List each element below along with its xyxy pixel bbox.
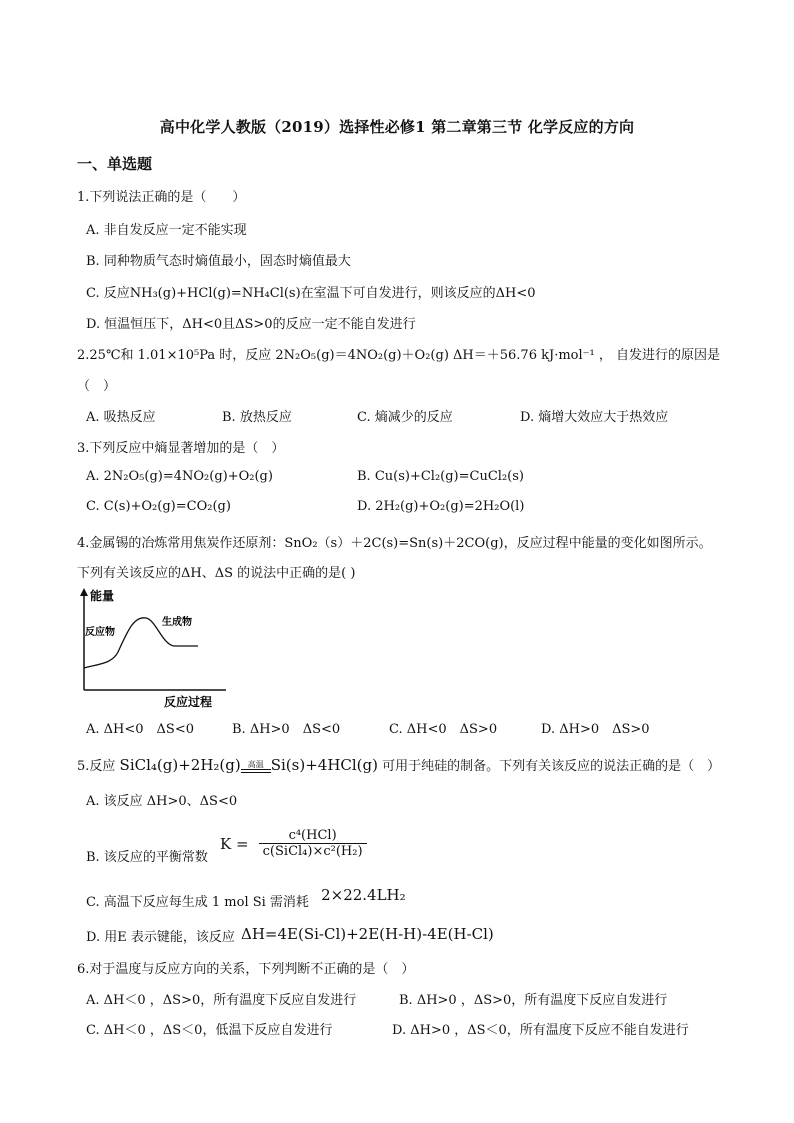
question-5-option-c — [86, 886, 406, 910]
question-6-stem: 6.对于温度与反应方向的关系，下列判断不正确的是（ ） — [77, 962, 415, 977]
y-axis-label: 能量 — [90, 589, 115, 603]
question-3-option-c: C. C(s)+O₂(g)=CO₂(g) — [86, 499, 231, 514]
bond-energy-equation: ΔH=4E(Si-Cl)+2E(H-H)-4E(H-Cl) — [241, 925, 494, 943]
question-3-stem: 3.下列反应中熵显著增加的是（ ） — [77, 441, 285, 456]
reaction-condition: 高温 — [247, 760, 264, 769]
question-5-option-b — [86, 822, 367, 865]
question-2-option-d: D. 熵增大效应大于热效应 — [520, 410, 669, 425]
question-2-stem-cont: （ ） — [77, 379, 117, 394]
question-5-equation-left: SiCl₄(g)+2H₂(g) — [119, 756, 241, 774]
question-2-option-a: A. 吸热反应 — [86, 410, 156, 425]
question-5-suffix: 可用于纯硅的制备。下列有关该反应的说法正确的是（ ） — [382, 759, 721, 774]
question-5-option-d-prefix: D. 用E 表示键能，该反应 — [86, 930, 235, 945]
section-heading: 一、单选题 — [77, 155, 153, 173]
question-2-stem: 2.25℃和 1.01×10⁵Pa 时，反应 2N₂O₅(g)＝4NO₂(g)＋O₂(g) ΔH＝＋56.76 kJ·mol⁻¹ ， 自发进行的原因是 — [77, 348, 720, 363]
x-axis-label: 反应过程 — [164, 695, 213, 709]
question-2-option-c: C. 熵减少的反应 — [357, 410, 453, 425]
hydrogen-volume: 2×22.4LH₂ — [321, 886, 406, 904]
question-4-option-a: A. ΔH<0 ΔS<0 — [86, 722, 194, 737]
fraction-denominator: c(SiCl₄)×c²(H₂) — [262, 844, 363, 859]
question-4-option-d: D. ΔH>0 ΔS>0 — [541, 722, 650, 737]
question-4-option-c: C. ΔH<0 ΔS>0 — [389, 722, 498, 737]
question-6-option-a: A. ΔH＜0 ，ΔS>0，所有温度下反应自发进行 — [86, 993, 357, 1008]
question-5-option-d — [86, 926, 494, 945]
document-title: 高中化学人教版（2019）选择性必修1 第二章第三节 化学反应的方向 — [159, 118, 635, 136]
question-5-option-c-prefix: C. 高温下反应每生成 1 mol Si 需消耗 — [86, 895, 309, 910]
equilibrium-double-line — [241, 769, 271, 773]
product-label: 生成物 — [162, 617, 192, 628]
question-2-option-b: B. 放热反应 — [222, 410, 292, 425]
fraction-numerator: c⁴(HCl) — [259, 828, 367, 844]
question-1-option-c: C. 反应NH₃(g)+HCl(g)=NH₄Cl(s)在室温下可自发进行，则该反应的ΔH<0 — [86, 286, 536, 301]
reactant-label: 反应物 — [85, 627, 115, 638]
equilibrium-constant-k: K = — [219, 834, 249, 853]
question-6-option-b: B. ΔH>0 ，ΔS>0，所有温度下反应自发进行 — [399, 993, 668, 1008]
question-3-option-b: B. Cu(s)+Cl₂(g)=CuCl₂(s) — [357, 469, 524, 484]
question-4-option-b: B. ΔH>0 ΔS<0 — [232, 722, 341, 737]
energy-diagram — [78, 586, 238, 710]
question-1-option-d: D. 恒温恒压下，ΔH<0且ΔS>0的反应一定不能自发进行 — [86, 317, 416, 332]
question-5-prefix: 5.反应 — [77, 759, 116, 774]
question-5-option-b-prefix: B. 该反应的平衡常数 — [86, 850, 208, 865]
question-3-option-d: D. 2H₂(g)+O₂(g)=2H₂O(l) — [357, 499, 525, 514]
question-6-option-d: D. ΔH>0 ，ΔS＜0，所有温度下反应不能自发进行 — [392, 1023, 689, 1038]
question-4-stem: 4.金属锡的冶炼常用焦炭作还原剂：SnO₂（s）＋2C(s)=Sn(s)＋2CO(g)，反应过程中能量的变化如图所示。 — [77, 536, 712, 551]
question-1-option-b: B. 同种物质气态时熵值最小，固态时熵值最大 — [86, 254, 351, 269]
question-5-option-a: A. 该反应 ΔH>0、ΔS<0 — [86, 794, 238, 809]
reaction-condition-arrow — [241, 760, 271, 773]
question-4-stem-cont: 下列有关该反应的ΔH、ΔS 的说法中正确的是( ) — [77, 566, 356, 581]
equilibrium-constant-fraction — [259, 828, 367, 859]
question-6-option-c: C. ΔH＜0 ，ΔS＜0，低温下反应自发进行 — [86, 1023, 333, 1038]
question-1-option-a: A. 非自发反应一定不能实现 — [86, 223, 247, 238]
question-5-stem — [77, 755, 720, 774]
question-3-option-a: A. 2N₂O₅(g)=4NO₂(g)+O₂(g) — [86, 469, 273, 484]
y-axis-arrow — [80, 588, 88, 596]
question-5-equation-right: Si(s)+4HCl(g) — [270, 756, 378, 774]
question-1-stem: 1.下列说法正确的是（ ） — [77, 190, 246, 205]
